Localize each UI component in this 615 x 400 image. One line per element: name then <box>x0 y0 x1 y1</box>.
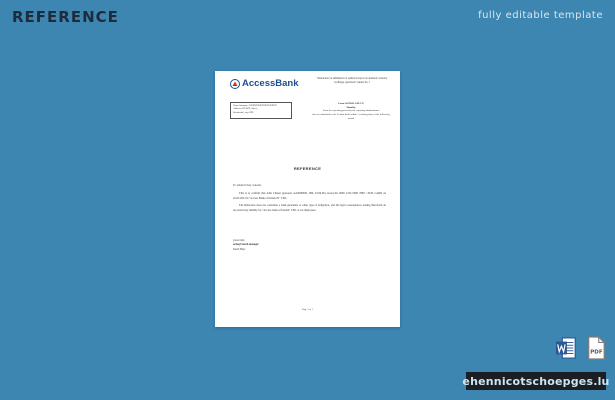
form-block <box>312 102 390 120</box>
format-icons <box>555 336 607 360</box>
document-heading: REFERENCE <box>293 166 322 171</box>
sender-line: Address: ZZ-ZZZ, Street, <box>233 107 258 111</box>
signer-name: Kevin Hays <box>233 247 246 251</box>
attachment-note: "Instruction on submission of statistical report on domestic currency exchange operations" Annex No 1 <box>316 77 388 84</box>
sender-box <box>230 102 292 119</box>
pdf-icon-label: PDF <box>590 349 603 356</box>
sender-line: Residential, city ZZZ <box>233 110 254 114</box>
closing: yours truly, <box>233 239 245 242</box>
sender-line: Name/Surname: XXXXXXXXXXXXXXXX <box>233 104 277 107</box>
brand-watermark: ehennicotschoepges.lu <box>466 372 606 390</box>
body-paragraph: This is to confirm that John Citizen (passport AA0000000, ID9, 23.09.00) stored the 0000 1234 0000 7890 / EUR CARD on 22.03.2023 in "Access Bank of Ireland N" CBC. <box>233 191 386 200</box>
bank-logo-text: AccessBank <box>242 78 299 89</box>
signer-title: acting branch manager <box>233 243 259 247</box>
tagline: fully editable template <box>478 10 603 21</box>
page-title: REFERENCE <box>12 8 119 26</box>
document-preview[interactable] <box>215 71 400 327</box>
page-number: Page 1 of 1 <box>302 308 313 311</box>
form-line: From the reporting period by the reporting administrator <box>322 109 380 113</box>
bank-logo-icon <box>230 79 240 89</box>
document-body <box>233 184 386 217</box>
body-paragraph: The Reference does not constitute a bank guarantee or other type of obligation, and the legal consequences arising therefrom do not entail any liability for "Access bank of Ireland" CBC or its employees. <box>233 204 386 212</box>
form-period: Monthly <box>346 105 356 109</box>
greeting: To whom it may concern, <box>233 184 262 187</box>
signature-block <box>233 239 259 252</box>
bank-logo <box>230 78 299 89</box>
form-title: Form OZPKB-1 REVN <box>338 102 364 105</box>
word-file-icon[interactable] <box>555 336 577 360</box>
pdf-file-icon[interactable] <box>585 336 607 360</box>
form-line: due for submitted to the Central bank within 1 working days of the following month <box>312 112 390 120</box>
